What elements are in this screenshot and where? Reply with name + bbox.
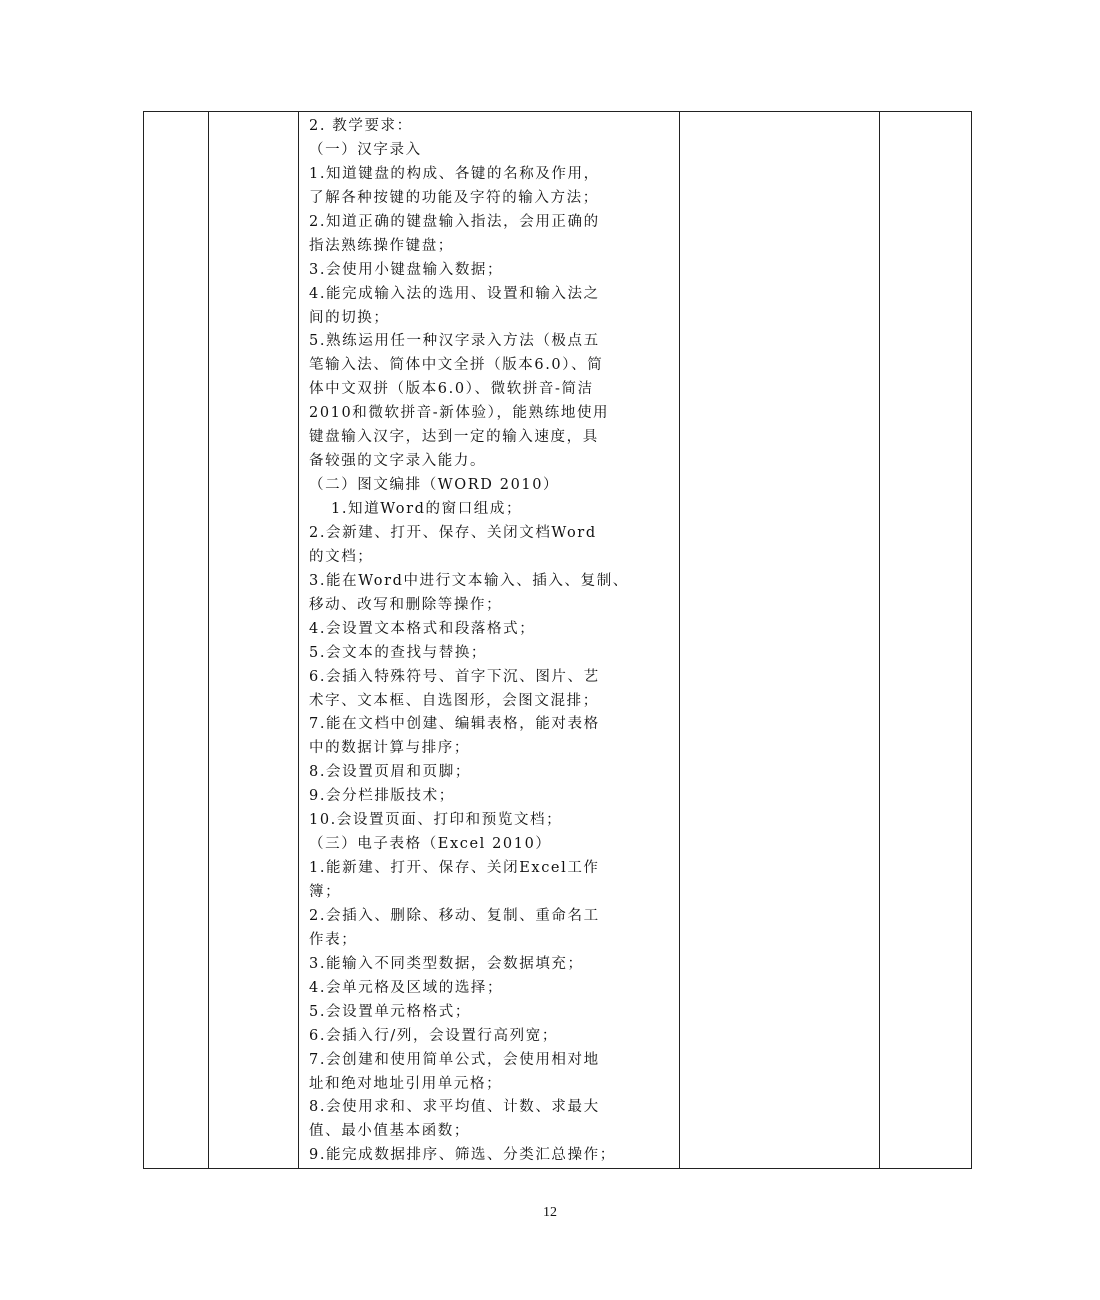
text-line: 1.知道键盘的构成、各键的名称及作用， <box>309 165 600 182</box>
text-line: 6.会插入行/列，会设置行高列宽； <box>309 1027 558 1044</box>
text-line: 的文档； <box>309 548 374 565</box>
text-line: 3.会使用小键盘输入数据； <box>309 261 504 278</box>
empty-cell-1 <box>144 112 209 1169</box>
text-line: 2.知道正确的键盘输入指法，会用正确的 <box>309 213 600 230</box>
text-line: 7.能在文档中创建、编辑表格，能对表格 <box>309 716 600 733</box>
text-line: 4.会单元格及区域的选择； <box>309 979 504 996</box>
text-line: 2.会插入、删除、移动、复制、重命名工 <box>309 907 600 924</box>
table-row <box>144 112 972 1169</box>
text-line: 6.会插入特殊符号、首字下沉、图片、艺 <box>309 668 600 685</box>
text-line: 8.会设置页眉和页脚； <box>309 764 471 781</box>
text-line: 作表； <box>309 931 358 948</box>
text-line: 7.会创建和使用简单公式，会使用相对地 <box>309 1051 600 1068</box>
text-line: 10.会设置页面、打印和预览文档； <box>309 812 563 829</box>
text-line: 4.能完成输入法的选用、设置和输入法之 <box>309 285 600 302</box>
empty-cell-2 <box>209 112 299 1169</box>
text-line: 簿； <box>309 884 342 900</box>
text-line: 值、最小值基本函数； <box>309 1123 470 1140</box>
curriculum-table <box>143 111 972 1169</box>
text-line: 5.会文本的查找与替换； <box>309 644 488 661</box>
text-line: 2.会新建、打开、保存、关闭文档Word <box>309 524 597 541</box>
text-line: （三）电子表格（Excel 2010） <box>309 836 552 853</box>
text-line: 4.会设置文本格式和段落格式； <box>309 620 536 637</box>
text-line: 2010和微软拼音-新体验），能熟练地使用 <box>309 405 610 422</box>
text-line: 备较强的文字录入能力。 <box>309 453 487 470</box>
text-line: 8.会使用求和、求平均值、计数、求最大 <box>309 1099 600 1116</box>
text-line: 笔输入法、简体中文全拼（版本6.0）、简 <box>309 357 604 374</box>
text-line: 3.能在Word中进行文本输入、插入、复制、 <box>309 572 629 589</box>
text-line: 5.会设置单元格格式； <box>309 1003 471 1020</box>
text-line: 5.熟练运用任一种汉字录入方法（极点五 <box>309 333 600 350</box>
text-line: 体中文双拼（版本6.0）、微软拼音-简洁 <box>309 381 594 398</box>
text-line: 间的切换； <box>309 309 390 326</box>
text-line: （二）图文编排（WORD 2010） <box>309 477 560 494</box>
text-line: 1.知道Word的窗口组成； <box>331 501 523 517</box>
text-line: 了解各种按键的功能及字符的输入方法； <box>309 189 599 206</box>
text-line: 9.能完成数据排序、筛选、分类汇总操作； <box>309 1147 616 1164</box>
text-line: （一）汉字录入 <box>309 141 422 158</box>
text-line: 1.能新建、打开、保存、关闭Excel工作 <box>309 860 600 877</box>
text-line: 2. 教学要求： <box>309 118 413 134</box>
empty-cell-4 <box>680 112 880 1169</box>
text-line: 移动、改写和删除等操作； <box>309 596 503 613</box>
text-line: 9.会分栏排版技术； <box>309 788 455 805</box>
text-line: 3.能输入不同类型数据，会数据填充； <box>309 955 584 972</box>
empty-cell-5 <box>880 112 972 1169</box>
text-line: 中的数据计算与排序； <box>309 740 470 757</box>
teaching-requirements-cell <box>299 112 680 1169</box>
text-line: 址和绝对地址引用单元格； <box>309 1075 503 1092</box>
text-line: 指法熟练操作键盘； <box>309 237 454 254</box>
teaching-requirements-text <box>309 115 679 1168</box>
page-number: 12 <box>543 1205 557 1220</box>
text-line: 术字、文本框、自选图形，会图文混排； <box>309 692 599 709</box>
text-line: 键盘输入汉字，达到一定的输入速度，具 <box>309 429 599 446</box>
